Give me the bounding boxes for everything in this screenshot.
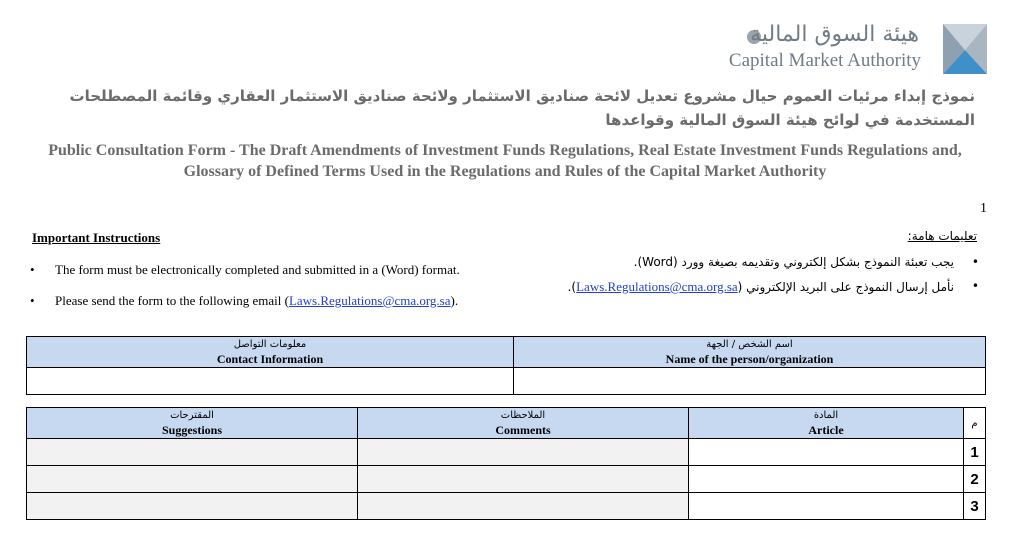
comments-table — [26, 407, 986, 520]
contact-info-field[interactable] — [27, 368, 514, 395]
logo-english-text: Capital Market Authority — [728, 50, 921, 71]
name-header: اسم الشخص / الجهة Name of the person/organization — [514, 337, 986, 368]
list-item: • يجب تعبئة النموذج بشكل إلكتروني وتقديمه بصيغة وورد (Word). — [633, 255, 979, 269]
title-english: Public Consultation Form - The Draft Amendments of Investment Funds Regulations, Real Estate Investment Funds Regulations and, Glossary of Defined Terms Used in the Regulations and Rules of the Capital Market Authority — [48, 142, 962, 180]
row-number: 1 — [964, 439, 986, 466]
instructions-heading-ar: تعليمات هامة: — [907, 229, 977, 243]
comments-cell[interactable] — [358, 493, 689, 520]
instructions-heading-en: Important Instructions — [32, 230, 161, 245]
bullet-icon: • — [30, 262, 35, 277]
comments-cell[interactable] — [358, 466, 689, 493]
contact-info-header: معلومات التواصل Contact Information — [27, 337, 514, 368]
page-mark: 1 — [980, 201, 987, 216]
table-row — [27, 466, 986, 493]
list-item: • The form must be electronically completed and submitted in a (Word) format. — [30, 262, 460, 277]
table-row — [27, 439, 986, 466]
email-link-en[interactable]: Laws.Regulations@cma.org.sa — [288, 293, 451, 308]
article-cell[interactable] — [689, 466, 964, 493]
bullet-icon: • — [971, 279, 979, 293]
suggestions-header: المقترحات Suggestions — [27, 408, 358, 439]
suggestions-cell[interactable] — [27, 466, 358, 493]
table-row — [27, 493, 986, 520]
list-item: • نأمل إرسال النموذج على البريد الإلكتروني (Laws.Regulations@cma.org.sa). — [567, 279, 979, 294]
row-number: 2 — [964, 466, 986, 493]
suggestions-cell[interactable] — [27, 439, 358, 466]
instructions-list-ar — [499, 255, 979, 303]
logo-arabic-text: هيئة السوق المالية — [750, 22, 919, 47]
name-field[interactable] — [514, 368, 986, 395]
row-number-header: م — [964, 408, 986, 439]
contact-table — [26, 336, 986, 395]
article-header: المادة Article — [689, 408, 964, 439]
comments-header: الملاحظات Comments — [358, 408, 689, 439]
email-link-ar[interactable]: Laws.Regulations@cma.org.sa — [576, 279, 738, 294]
suggestions-cell[interactable] — [27, 493, 358, 520]
bullet-icon: • — [971, 255, 979, 269]
list-item: • Please send the form to the following email (Laws.Regulations@cma.org.sa). — [30, 293, 459, 308]
title-arabic: نموذج إبداء مرئيات العموم حيال مشروع تعديل لائحة صناديق الاستثمار ولائحة صناديق الاستثمار العقاري وقائمة المصطلحات المستخدمة في لوائح هيئة السوق المالية وقواعدها — [69, 87, 975, 129]
article-cell[interactable] — [689, 439, 964, 466]
bullet-icon: • — [30, 293, 35, 308]
comments-cell[interactable] — [358, 439, 689, 466]
article-cell[interactable] — [689, 493, 964, 520]
cma-logo — [728, 22, 987, 78]
logo-mark-icon — [943, 24, 987, 74]
row-number: 3 — [964, 493, 986, 520]
instructions-list-en — [30, 262, 500, 324]
